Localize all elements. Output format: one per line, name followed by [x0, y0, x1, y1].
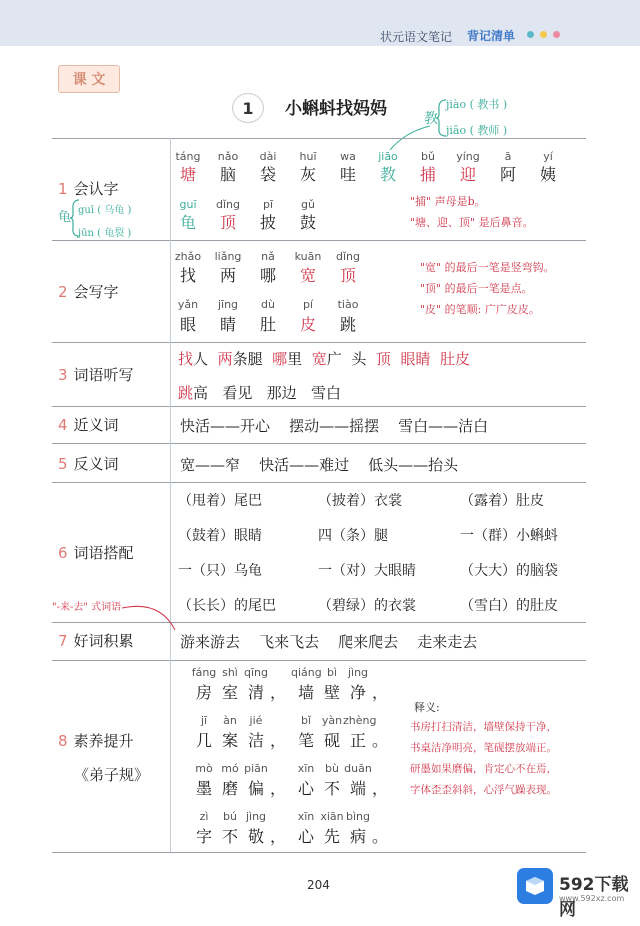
hanzi: 顶: [219, 213, 236, 232]
row-number: 1: [58, 179, 68, 198]
hanzi: 找: [179, 266, 196, 285]
dizigui-hanzi: 。: [371, 827, 388, 846]
pinyin: bǔ: [421, 150, 435, 163]
hanzi: 灰: [299, 165, 316, 184]
dizigui-pinyin: bì: [326, 666, 338, 679]
dizigui-pinyin: zhèng: [343, 714, 377, 727]
pinyin: nǎ: [261, 250, 275, 263]
row-title: 会写字: [73, 283, 119, 301]
dizigui-hanzi: 净: [349, 683, 366, 702]
hanzi: 阿: [499, 165, 516, 184]
dizigui-pinyin: xīn: [297, 810, 315, 823]
dictation-line-1: [178, 348, 480, 369]
dizigui-pinyin: qīng: [244, 666, 268, 679]
dizigui-hanzi: 字: [195, 827, 212, 846]
pinyin: wa: [340, 150, 356, 163]
hanzi: 宽: [299, 266, 316, 285]
row-label-literacy: [58, 730, 134, 751]
dizigui-pinyin: bù: [325, 762, 339, 775]
dot-icon: [540, 31, 547, 38]
pinyin: pī: [262, 198, 274, 211]
pinyin: pí: [302, 298, 314, 311]
hanzi: 脑: [219, 165, 236, 184]
write-note: "宽" 的最后一笔是竖弯钩。: [420, 261, 555, 274]
row-label-collocation: [58, 542, 134, 563]
header-band: [0, 0, 640, 46]
row-label-recognize: [58, 178, 119, 199]
dizigui-pinyin: jié: [249, 714, 263, 727]
dictation-black: 人: [193, 350, 209, 368]
dizigui-pinyin: yàn: [321, 714, 343, 727]
row-number: 2: [58, 282, 68, 301]
dizigui-pinyin: shì: [222, 666, 238, 679]
jiao-reading-2: jiāo ( 教师 ): [446, 124, 508, 137]
row-label-antonyms: [58, 453, 119, 474]
jiao-note-char: 教: [424, 111, 438, 127]
pinyin: huī: [299, 150, 317, 163]
dizigui-hanzi: ，: [269, 827, 286, 846]
pinyin: dǐng: [336, 250, 360, 263]
dizigui-hanzi: ，: [371, 779, 388, 798]
hanzi: 披: [259, 213, 276, 232]
dictation-black: 看见: [222, 384, 253, 402]
pinyin: yí: [543, 150, 553, 163]
pinyin: kuān: [294, 250, 322, 263]
dictation-red: 跳: [178, 384, 194, 402]
row-number: 5: [58, 454, 68, 473]
collocation-arrow-icon: [120, 600, 180, 636]
dictation-red: 眼睛: [400, 350, 431, 368]
row-label-synonyms: [58, 414, 119, 435]
collocation-note: "-来-去" 式词语: [52, 602, 122, 613]
lesson-number: 1: [232, 93, 264, 123]
dizigui-hanzi: 房: [195, 683, 212, 702]
table-line: [52, 443, 586, 444]
dizigui-hanzi: 洁: [247, 731, 264, 750]
antonyms-line: 宽——窄 快活——难过 低头——抬头: [180, 456, 459, 474]
dizigui-pinyin: àn: [223, 714, 237, 727]
dictation-black: 雪白: [311, 384, 342, 402]
collocation-item: （鼓着）眼睛: [178, 528, 262, 544]
pinyin: gǔ: [301, 198, 315, 211]
row-title: 反义词: [73, 455, 119, 473]
collocation-item: （碧绿）的衣裳: [318, 598, 416, 614]
pinyin: dài: [259, 150, 277, 163]
dizigui-pinyin: jìng: [347, 666, 369, 679]
dizigui-hanzi: 偏: [247, 779, 264, 798]
row-number: 6: [58, 543, 68, 562]
dizigui-pinyin: duān: [344, 762, 372, 775]
pinyin: dǐng: [216, 198, 240, 211]
explain-line: 字体歪歪斜斜，心浮气躁表现。: [410, 784, 557, 796]
dictation-red: 肚皮: [440, 350, 471, 368]
dictation-red: 两: [217, 350, 233, 368]
dizigui-hanzi: 砚: [323, 731, 340, 750]
explain-title: 释义:: [414, 701, 440, 714]
dizigui-hanzi: 敬: [247, 827, 264, 846]
dizigui-hanzi: 几: [195, 731, 212, 750]
collocation-item: （露着）肚皮: [460, 493, 544, 509]
pinyin: guī: [179, 198, 197, 211]
dictation-black: 里: [287, 350, 303, 368]
dictation-black: 高: [193, 384, 209, 402]
pinyin: yǎn: [177, 298, 199, 311]
pinyin: zhǎo: [174, 250, 202, 263]
dizigui-pinyin: piān: [244, 762, 268, 775]
section-title: 背记清单: [467, 29, 516, 43]
write-note: "皮" 的笔顺: 广广皮皮。: [420, 303, 540, 316]
gui-reading-1: guī ( 乌龟 ): [78, 205, 132, 216]
row-number: 8: [58, 731, 68, 750]
synonyms-line: 快活——开心 摆动——摇摆 雪白——洁白: [180, 417, 489, 435]
dizigui-hanzi: ，: [269, 779, 286, 798]
dizigui-pinyin: qiáng: [291, 666, 322, 679]
dizigui-hanzi: 心: [297, 827, 314, 846]
hanzi: 睛: [219, 315, 236, 334]
collocation-item: （披着）衣裳: [318, 493, 402, 509]
collocation-item: 一（群）小蝌蚪: [460, 528, 558, 544]
collocation-item: （甩着）尾巴: [178, 493, 262, 509]
row-title: 近义词: [73, 416, 119, 434]
row-number: 7: [58, 631, 68, 650]
dictation-red: 顶: [375, 350, 391, 368]
pinyin: liǎng: [214, 250, 242, 263]
dictation-line-2: [178, 382, 355, 403]
table-line: [52, 138, 586, 139]
dizigui-pinyin: bú: [223, 810, 237, 823]
pinyin: tiào: [337, 298, 359, 311]
row-title: 会认字: [73, 180, 119, 198]
collocation-item: 一（只）乌龟: [178, 563, 262, 579]
dizigui-hanzi: 端: [349, 779, 366, 798]
dizigui-pinyin: zì: [199, 810, 209, 823]
cube-icon: [517, 868, 553, 904]
hanzi: 皮: [299, 315, 316, 334]
dot-icon: [527, 31, 534, 38]
dictation-red: 找: [178, 350, 194, 368]
collocation-item: 四（条）腿: [318, 528, 388, 544]
dizigui-pinyin: bǐ: [300, 714, 312, 727]
hanzi: 龟: [179, 213, 196, 232]
row-title: 素养提升: [73, 732, 134, 750]
hanzi: 眼: [179, 315, 196, 334]
explain-line: 研墨如果磨偏，肯定心不在焉，: [410, 763, 557, 775]
dictation-black: 广: [326, 350, 342, 368]
dizigui-pinyin: jī: [200, 714, 208, 727]
hanzi: 姨: [539, 165, 556, 184]
jiao-reading-1: jiào ( 教书 ): [446, 98, 508, 111]
book-title: 状元语文笔记: [380, 30, 453, 44]
table-line: [52, 342, 586, 343]
pinyin: nǎo: [217, 150, 239, 163]
row-number: 3: [58, 365, 68, 384]
pinyin: táng: [175, 150, 201, 163]
hanzi: 两: [219, 266, 236, 285]
dizigui-hanzi: 。: [371, 731, 388, 750]
table-line: [52, 660, 586, 661]
gui-reading-2: jūn ( 龟裂 ): [78, 228, 132, 239]
pinyin: yíng: [456, 150, 480, 163]
dizigui-label: 《弟子规》: [74, 766, 150, 784]
hanzi: 跳: [339, 315, 356, 334]
dizigui-hanzi: 心: [297, 779, 314, 798]
dictation-black: 条腿: [232, 350, 263, 368]
table-line: [52, 240, 586, 241]
dizigui-hanzi: ，: [269, 731, 286, 750]
lesson-title: 小蝌蚪找妈妈: [285, 99, 387, 119]
dizigui-hanzi: 墨: [195, 779, 212, 798]
hanzi: 顶: [339, 266, 356, 285]
dizigui-hanzi: 不: [323, 779, 340, 798]
dizigui-hanzi: 磨: [221, 779, 238, 798]
good-words-line: 游来游去 飞来飞去 爬来爬去 走来走去: [180, 633, 478, 651]
write-note: "顶" 的最后一笔是点。: [420, 282, 533, 295]
dizigui-pinyin: mó: [221, 762, 239, 775]
hanzi: 肚: [259, 315, 276, 334]
dizigui-hanzi: 不: [221, 827, 238, 846]
row-title: 词语搭配: [73, 544, 134, 562]
dizigui-hanzi: ，: [371, 683, 388, 702]
explain-line: 书房打扫清洁，墙壁保持干净，: [410, 721, 557, 733]
dizigui-pinyin: bìng: [346, 810, 370, 823]
dizigui-hanzi: 壁: [323, 683, 340, 702]
row-number: 4: [58, 415, 68, 434]
hanzi: 哪: [259, 266, 276, 285]
gui-note-char: 龟: [58, 210, 72, 225]
row-title: 词语听写: [73, 366, 134, 384]
watermark-brand: 592下载网: [559, 875, 629, 920]
hanzi: 塘: [179, 165, 196, 184]
dizigui-hanzi: 正: [349, 731, 366, 750]
row-label-write: [58, 281, 119, 302]
dizigui-pinyin: fáng: [191, 666, 217, 679]
hanzi: 袋: [259, 165, 276, 184]
dot-icon: [553, 31, 560, 38]
hanzi: 哇: [339, 165, 356, 184]
hanzi: 迎: [459, 165, 476, 184]
hanzi: 鼓: [299, 213, 316, 232]
collocation-item: （长长）的尾巴: [178, 598, 276, 614]
dizigui-pinyin: xīn: [297, 762, 315, 775]
collocation-item: （雪白）的肚皮: [460, 598, 558, 614]
watermark-url: www.592xz.com: [559, 894, 625, 903]
hanzi: 教: [379, 165, 396, 184]
dictation-red: 哪: [272, 350, 288, 368]
dizigui-pinyin: mò: [195, 762, 213, 775]
dizigui-hanzi: 清: [247, 683, 264, 702]
dizigui-hanzi: 案: [221, 731, 238, 750]
table-divider: [170, 138, 171, 852]
table-line: [52, 482, 586, 483]
row-label-dictation: [58, 364, 134, 385]
dizigui-hanzi: ，: [269, 683, 286, 702]
dictation-black: 那边: [266, 384, 297, 402]
pinyin: jiāo: [378, 150, 398, 163]
dizigui-hanzi: 室: [221, 683, 238, 702]
dizigui-pinyin: jìng: [245, 810, 267, 823]
table-line: [52, 406, 586, 407]
dizigui-pinyin: xiān: [320, 810, 344, 823]
page-number: 204: [307, 878, 330, 892]
recognize-note: "捕" 声母是b。: [410, 195, 486, 208]
dizigui-hanzi: 墙: [297, 683, 314, 702]
section-tag: 课 文: [58, 65, 120, 93]
collocation-item: （大大）的脑袋: [460, 563, 558, 579]
recognize-note: "塘、迎、顶" 是后鼻音。: [410, 216, 534, 229]
dizigui-hanzi: 病: [349, 827, 366, 846]
pinyin: jīng: [217, 298, 239, 311]
dictation-black: 头: [351, 350, 367, 368]
watermark-logo: [517, 866, 633, 920]
row-title: 好词积累: [73, 632, 134, 650]
dictation-red: 宽: [311, 350, 327, 368]
dizigui-hanzi: 笔: [297, 731, 314, 750]
hanzi: 捕: [419, 165, 436, 184]
pinyin: ā: [504, 150, 512, 163]
dizigui-hanzi: 先: [323, 827, 340, 846]
pinyin: dù: [261, 298, 275, 311]
decor-dots: [527, 31, 560, 38]
explain-line: 书桌洁净明亮，笔砚摆放端正。: [410, 742, 557, 754]
collocation-item: 一（对）大眼睛: [318, 563, 416, 579]
table-line: [52, 852, 586, 853]
